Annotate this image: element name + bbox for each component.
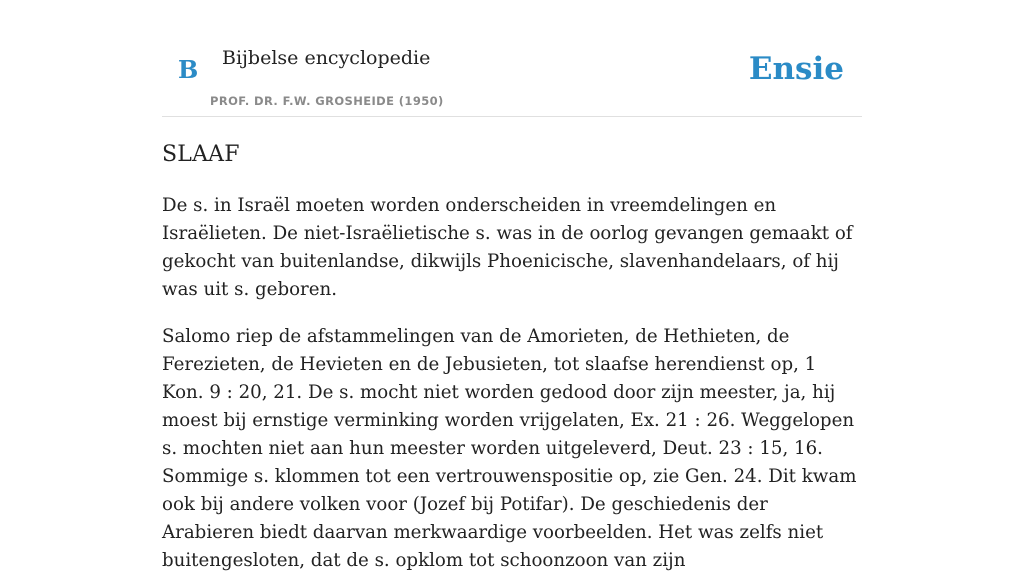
article xyxy=(162,136,862,575)
article-title: SLAAF xyxy=(162,142,240,167)
book-author: PROF. DR. F.W. GROSHEIDE (1950) xyxy=(210,94,444,108)
book-logo-icon[interactable]: B xyxy=(178,55,199,84)
article-paragraph: De s. in Israël moeten worden onderscheiden in vreemdelingen en Israëlieten. De niet-Israëlietische s. was in de oorlog gevangen gemaakt of gekocht van buitenlandse, dikwijls Phoenicische, slavenhandelaars, of hij was uit s. geboren. xyxy=(162,195,853,300)
book-title[interactable]: Bijbelse encyclopedie xyxy=(222,47,431,69)
article-paragraph: Salomo riep de afstammelingen van de Amorieten, de Hethieten, de Ferezieten, de Hevieten en de Jebusieten, tot slaafse herendienst op, 1 Kon. 9 : 20, 21. De s. mocht niet worden gedood door zijn meester, ja, hij moest bij ernstige verminking worden vrijgelaten, Ex. 21 : 26. Weggelopen s. mochten niet aan hun meester worden uitgeleverd, Deut. 23 : 15, 16. Sommige s. klommen tot een vertrouwenspositie op, zie Gen. 24. Dit kwam ook bij andere volken voor (Jozef bij Potifar). De geschiedenis der Arabieren biedt daarvan merkwaardige voorbeelden. Het was zelfs niet buitengesloten, dat de s. opklom tot schoonzoon van zijn xyxy=(162,326,857,571)
book-header xyxy=(162,0,862,117)
brand-logo[interactable]: Ensie xyxy=(748,51,844,87)
